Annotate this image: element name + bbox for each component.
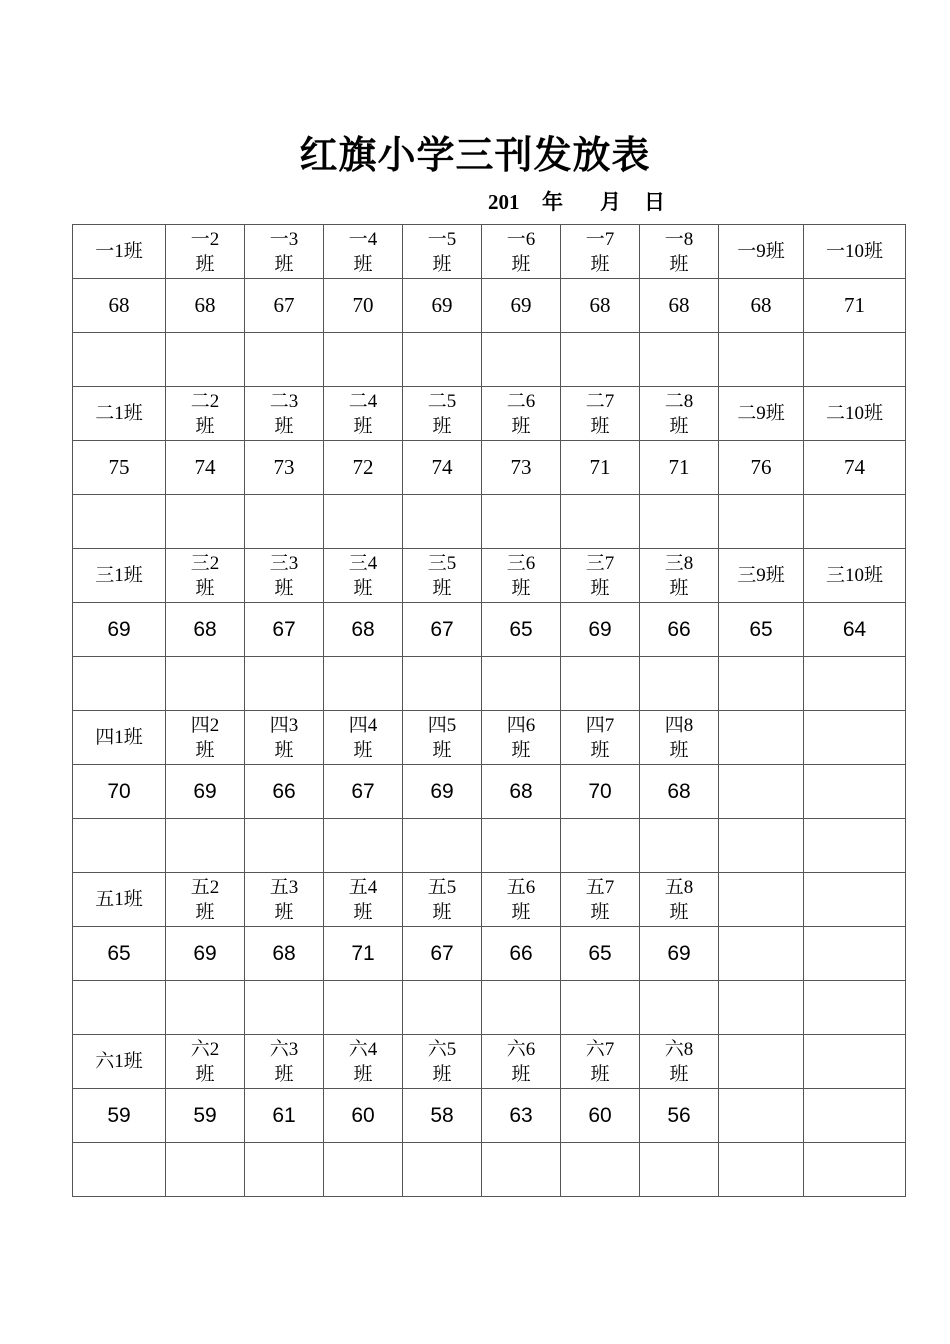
class-name-cell: 三1班	[73, 549, 166, 603]
count-cell: 70	[73, 765, 166, 819]
count-cell: 66	[640, 603, 719, 657]
count-row	[73, 441, 906, 495]
count-cell: 73	[482, 441, 561, 495]
class-name-cell: 四1班	[73, 711, 166, 765]
class-name-cell: 六8班	[640, 1035, 719, 1089]
count-cell: 69	[640, 927, 719, 981]
blank-cell[interactable]	[403, 981, 482, 1035]
count-cell: 70	[561, 765, 640, 819]
class-name-cell: 六5班	[403, 1035, 482, 1089]
blank-cell[interactable]	[804, 495, 906, 549]
count-cell: 68	[166, 603, 245, 657]
class-name-cell: 一6班	[482, 225, 561, 279]
blank-cell[interactable]	[640, 981, 719, 1035]
class-name-cell: 一1班	[73, 225, 166, 279]
count-cell: 67	[324, 765, 403, 819]
blank-cell[interactable]	[482, 333, 561, 387]
count-cell: 60	[561, 1089, 640, 1143]
blank-cell[interactable]	[719, 819, 804, 873]
class-name-cell: 一3班	[245, 225, 324, 279]
class-name-cell: 三5班	[403, 549, 482, 603]
class-name-cell: 二6班	[482, 387, 561, 441]
class-name-cell: 二5班	[403, 387, 482, 441]
blank-cell[interactable]	[719, 1143, 804, 1197]
class-name-cell	[719, 711, 804, 765]
blank-cell[interactable]	[73, 333, 166, 387]
blank-cell[interactable]	[804, 981, 906, 1035]
class-name-cell: 四7班	[561, 711, 640, 765]
count-cell: 69	[166, 927, 245, 981]
blank-cell[interactable]	[719, 657, 804, 711]
class-name-cell: 二10班	[804, 387, 906, 441]
count-row	[73, 765, 906, 819]
class-name-cell: 三10班	[804, 549, 906, 603]
count-cell: 56	[640, 1089, 719, 1143]
class-name-cell: 五3班	[245, 873, 324, 927]
blank-cell[interactable]	[166, 1143, 245, 1197]
blank-cell[interactable]	[324, 819, 403, 873]
class-name-cell: 六2班	[166, 1035, 245, 1089]
blank-cell[interactable]	[482, 1143, 561, 1197]
blank-cell[interactable]	[482, 657, 561, 711]
blank-cell[interactable]	[403, 819, 482, 873]
class-name-cell: 二3班	[245, 387, 324, 441]
count-cell: 61	[245, 1089, 324, 1143]
count-cell: 67	[245, 603, 324, 657]
blank-cell[interactable]	[245, 657, 324, 711]
blank-row	[73, 819, 906, 873]
blank-cell[interactable]	[640, 1143, 719, 1197]
class-name-cell: 二9班	[719, 387, 804, 441]
count-cell: 71	[324, 927, 403, 981]
blank-cell[interactable]	[73, 1143, 166, 1197]
count-cell	[804, 1089, 906, 1143]
class-name-cell: 一7班	[561, 225, 640, 279]
class-name-cell: 五7班	[561, 873, 640, 927]
class-name-cell: 一2班	[166, 225, 245, 279]
count-cell	[719, 765, 804, 819]
blank-cell[interactable]	[245, 819, 324, 873]
class-name-cell: 六6班	[482, 1035, 561, 1089]
blank-cell[interactable]	[324, 657, 403, 711]
blank-cell[interactable]	[561, 981, 640, 1035]
count-row	[73, 927, 906, 981]
count-cell: 65	[561, 927, 640, 981]
count-cell	[719, 1089, 804, 1143]
blank-cell[interactable]	[166, 495, 245, 549]
blank-row	[73, 495, 906, 549]
count-cell: 68	[719, 279, 804, 333]
blank-cell[interactable]	[73, 981, 166, 1035]
count-cell: 66	[482, 927, 561, 981]
class-name-row	[73, 1035, 906, 1089]
class-name-cell	[719, 873, 804, 927]
blank-cell[interactable]	[73, 819, 166, 873]
count-cell	[804, 765, 906, 819]
blank-cell[interactable]	[561, 333, 640, 387]
count-cell	[719, 927, 804, 981]
blank-cell[interactable]	[719, 333, 804, 387]
count-row	[73, 1089, 906, 1143]
blank-cell[interactable]	[403, 1143, 482, 1197]
blank-cell[interactable]	[561, 819, 640, 873]
count-cell: 65	[73, 927, 166, 981]
class-name-cell: 一5班	[403, 225, 482, 279]
blank-cell[interactable]	[482, 981, 561, 1035]
count-cell: 71	[640, 441, 719, 495]
blank-cell[interactable]	[804, 1143, 906, 1197]
blank-cell[interactable]	[324, 981, 403, 1035]
class-name-cell: 二8班	[640, 387, 719, 441]
blank-cell[interactable]	[640, 333, 719, 387]
class-name-cell	[804, 873, 906, 927]
class-name-row	[73, 387, 906, 441]
blank-cell[interactable]	[482, 819, 561, 873]
class-name-cell: 五1班	[73, 873, 166, 927]
class-name-cell: 六4班	[324, 1035, 403, 1089]
date-year-unit: 年	[542, 190, 563, 214]
class-name-cell: 五5班	[403, 873, 482, 927]
blank-row	[73, 333, 906, 387]
count-cell: 64	[804, 603, 906, 657]
class-name-cell: 一10班	[804, 225, 906, 279]
count-cell: 69	[166, 765, 245, 819]
count-cell: 76	[719, 441, 804, 495]
count-cell: 75	[73, 441, 166, 495]
count-row	[73, 603, 906, 657]
class-name-cell: 三3班	[245, 549, 324, 603]
class-name-cell: 二2班	[166, 387, 245, 441]
class-name-cell: 三6班	[482, 549, 561, 603]
count-cell: 70	[324, 279, 403, 333]
blank-cell[interactable]	[245, 1143, 324, 1197]
blank-row	[73, 657, 906, 711]
class-name-cell: 三8班	[640, 549, 719, 603]
class-name-row	[73, 711, 906, 765]
count-cell	[804, 927, 906, 981]
count-cell: 69	[482, 279, 561, 333]
blank-cell[interactable]	[403, 333, 482, 387]
class-name-cell: 六7班	[561, 1035, 640, 1089]
count-cell: 58	[403, 1089, 482, 1143]
class-name-cell: 四8班	[640, 711, 719, 765]
blank-cell[interactable]	[719, 981, 804, 1035]
blank-cell[interactable]	[166, 981, 245, 1035]
date-day-unit: 日	[644, 190, 665, 214]
class-name-row	[73, 549, 906, 603]
count-cell: 68	[245, 927, 324, 981]
class-name-cell	[804, 711, 906, 765]
class-name-cell: 三9班	[719, 549, 804, 603]
class-name-cell: 五8班	[640, 873, 719, 927]
count-cell: 60	[324, 1089, 403, 1143]
blank-cell[interactable]	[482, 495, 561, 549]
blank-row	[73, 1143, 906, 1197]
count-cell: 59	[73, 1089, 166, 1143]
count-cell: 65	[482, 603, 561, 657]
count-cell: 68	[166, 279, 245, 333]
count-cell: 68	[73, 279, 166, 333]
count-cell: 68	[324, 603, 403, 657]
blank-cell[interactable]	[324, 495, 403, 549]
count-cell: 68	[482, 765, 561, 819]
class-name-cell	[719, 1035, 804, 1089]
blank-cell[interactable]	[73, 495, 166, 549]
class-name-cell: 六3班	[245, 1035, 324, 1089]
blank-cell[interactable]	[245, 333, 324, 387]
count-cell: 74	[166, 441, 245, 495]
blank-cell[interactable]	[324, 1143, 403, 1197]
class-name-cell: 三2班	[166, 549, 245, 603]
blank-cell[interactable]	[245, 981, 324, 1035]
blank-cell[interactable]	[719, 495, 804, 549]
class-name-cell: 四6班	[482, 711, 561, 765]
class-name-cell: 二1班	[73, 387, 166, 441]
class-name-cell: 五4班	[324, 873, 403, 927]
blank-cell[interactable]	[166, 657, 245, 711]
date-month-unit: 月	[600, 190, 621, 214]
distribution-table	[72, 224, 906, 1197]
count-cell: 68	[640, 279, 719, 333]
blank-cell[interactable]	[561, 657, 640, 711]
class-name-cell: 一9班	[719, 225, 804, 279]
blank-cell[interactable]	[804, 657, 906, 711]
class-name-cell	[804, 1035, 906, 1089]
count-row	[73, 279, 906, 333]
class-name-cell: 四5班	[403, 711, 482, 765]
blank-cell[interactable]	[561, 495, 640, 549]
date-line	[488, 186, 665, 216]
blank-cell[interactable]	[403, 495, 482, 549]
count-cell: 66	[245, 765, 324, 819]
count-cell: 73	[245, 441, 324, 495]
class-name-cell: 五2班	[166, 873, 245, 927]
blank-cell[interactable]	[561, 1143, 640, 1197]
count-cell: 69	[403, 279, 482, 333]
blank-cell[interactable]	[804, 333, 906, 387]
class-name-cell: 三4班	[324, 549, 403, 603]
blank-cell[interactable]	[73, 657, 166, 711]
count-cell: 71	[804, 279, 906, 333]
class-name-cell: 二7班	[561, 387, 640, 441]
class-name-cell: 一4班	[324, 225, 403, 279]
page-title: 红旗小学三刊发放表	[299, 133, 651, 177]
blank-cell[interactable]	[804, 819, 906, 873]
count-cell: 71	[561, 441, 640, 495]
count-cell: 65	[719, 603, 804, 657]
count-cell: 63	[482, 1089, 561, 1143]
class-name-row	[73, 873, 906, 927]
count-cell: 67	[403, 927, 482, 981]
blank-cell[interactable]	[640, 819, 719, 873]
count-cell: 74	[403, 441, 482, 495]
class-name-cell: 四2班	[166, 711, 245, 765]
class-name-cell: 二4班	[324, 387, 403, 441]
class-name-cell: 四3班	[245, 711, 324, 765]
count-cell: 59	[166, 1089, 245, 1143]
class-name-cell: 五6班	[482, 873, 561, 927]
count-cell: 69	[403, 765, 482, 819]
blank-cell[interactable]	[166, 819, 245, 873]
count-cell: 74	[804, 441, 906, 495]
blank-cell[interactable]	[245, 495, 324, 549]
count-cell: 67	[403, 603, 482, 657]
count-cell: 68	[561, 279, 640, 333]
blank-cell[interactable]	[403, 657, 482, 711]
blank-row	[73, 981, 906, 1035]
count-cell: 72	[324, 441, 403, 495]
class-name-cell: 四4班	[324, 711, 403, 765]
count-cell: 68	[640, 765, 719, 819]
blank-cell[interactable]	[640, 495, 719, 549]
blank-cell[interactable]	[640, 657, 719, 711]
count-cell: 67	[245, 279, 324, 333]
class-name-row	[73, 225, 906, 279]
class-name-cell: 六1班	[73, 1035, 166, 1089]
count-cell: 69	[561, 603, 640, 657]
count-cell: 69	[73, 603, 166, 657]
date-year: 201	[488, 190, 520, 214]
blank-cell[interactable]	[324, 333, 403, 387]
blank-cell[interactable]	[166, 333, 245, 387]
class-name-cell: 一8班	[640, 225, 719, 279]
class-name-cell: 三7班	[561, 549, 640, 603]
